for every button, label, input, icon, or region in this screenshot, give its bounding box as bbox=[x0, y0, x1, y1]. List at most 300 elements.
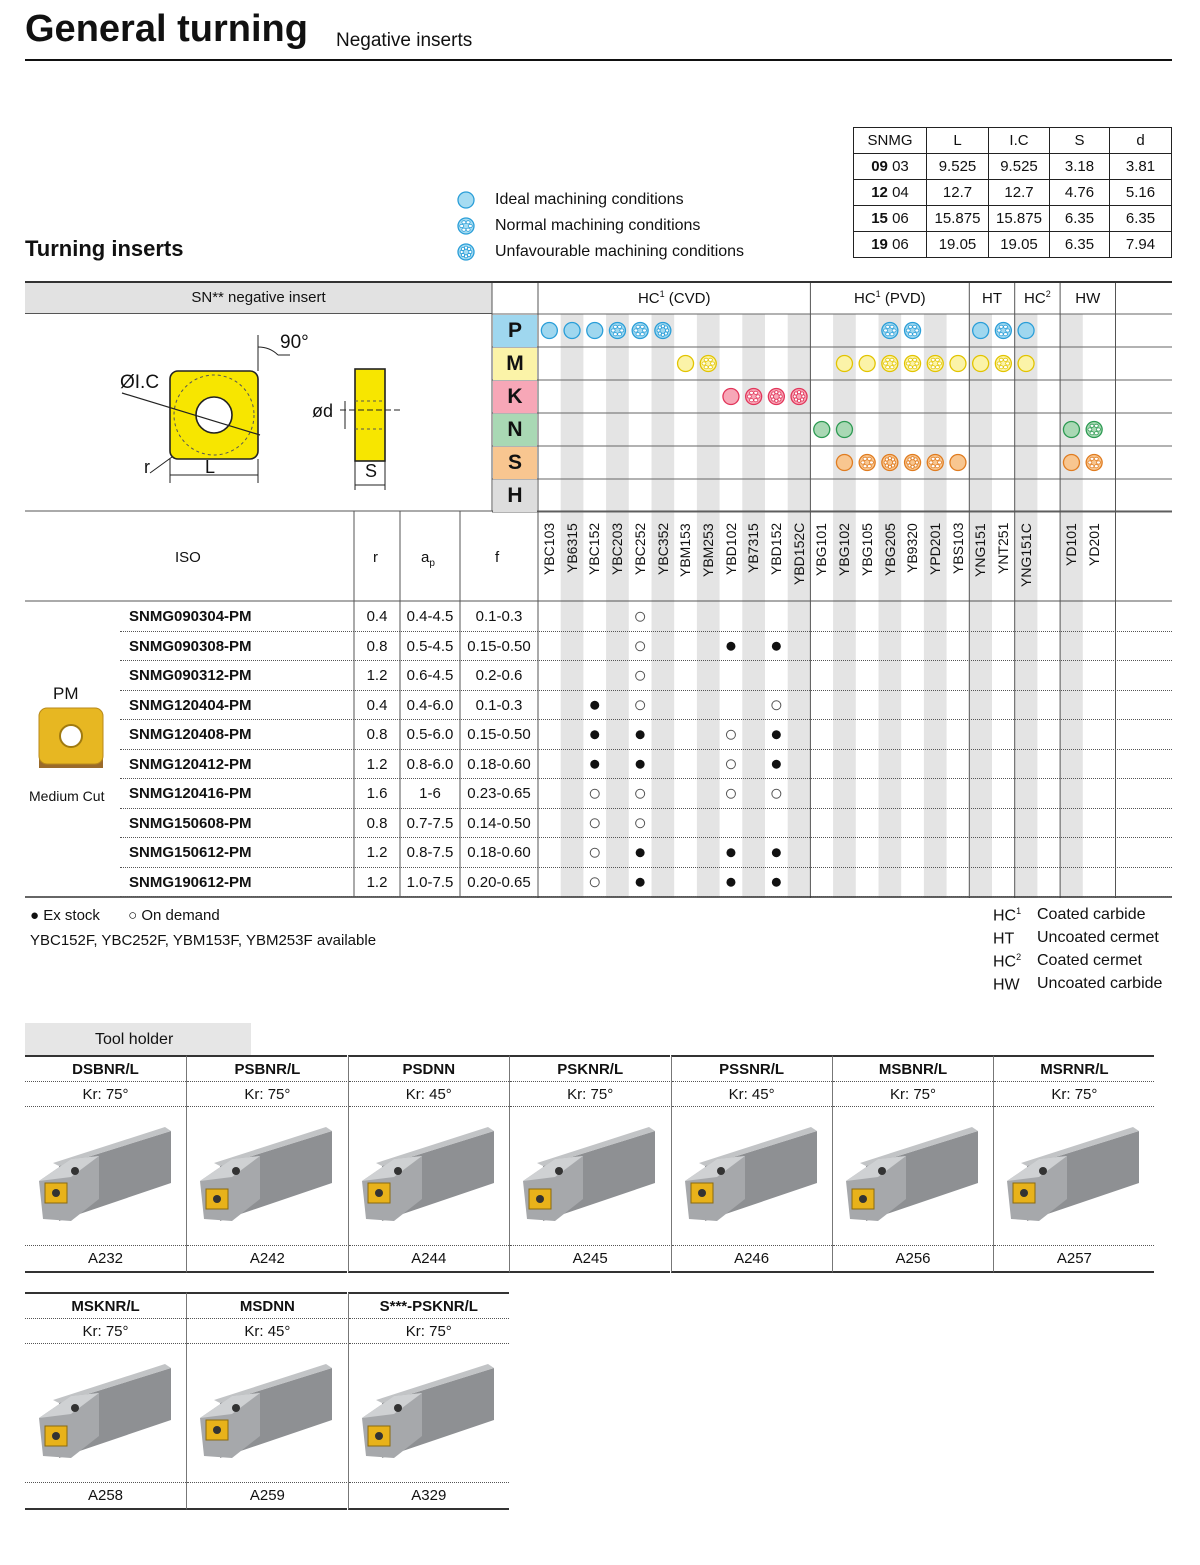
tool-holder-image bbox=[354, 1121, 504, 1231]
tool-holder-page-link[interactable]: A246 bbox=[734, 1250, 770, 1267]
tool-holder-picture bbox=[187, 1344, 347, 1483]
normal-marker bbox=[995, 323, 1011, 339]
availability-note: YBC152F, YBC252F, YBM153F, YBM253F available bbox=[30, 932, 377, 949]
grade-name: YBM253 bbox=[699, 523, 716, 577]
tool-holder-name: PSDNN bbox=[349, 1057, 509, 1082]
unfavourable-marker bbox=[768, 389, 784, 405]
unfavourable-marker bbox=[905, 455, 921, 471]
tool-holder-image bbox=[192, 1358, 342, 1468]
insert-feed: 0.18-0.60 bbox=[467, 755, 531, 773]
grade-name: YBG205 bbox=[881, 523, 898, 576]
normal-marker bbox=[905, 356, 921, 372]
ex-stock-marker bbox=[772, 848, 781, 857]
tool-holder-image bbox=[677, 1121, 827, 1231]
insert-feed: 0.15-0.50 bbox=[467, 637, 531, 655]
column-stripe bbox=[1015, 314, 1038, 898]
ex-stock-marker bbox=[726, 642, 735, 651]
tool-holder-angle: Kr: 75° bbox=[510, 1082, 670, 1107]
r-label: r bbox=[144, 457, 150, 477]
material-letter: P bbox=[493, 315, 537, 347]
ex-stock-marker bbox=[636, 848, 645, 857]
tool-holder-name: PSBNR/L bbox=[187, 1057, 347, 1082]
group-label: HC bbox=[1024, 290, 1046, 307]
on-demand-marker bbox=[636, 612, 645, 621]
ex-stock-marker bbox=[726, 878, 735, 887]
tool-holder-card[interactable] bbox=[186, 1055, 347, 1273]
tool-holder-name: MSRNR/L bbox=[994, 1057, 1154, 1082]
ideal-marker bbox=[1018, 356, 1034, 372]
ap-header bbox=[421, 549, 435, 569]
tool-holder-title: Tool holder bbox=[25, 1023, 251, 1055]
grade-name: YBG101 bbox=[813, 523, 830, 576]
row-divider bbox=[120, 749, 1172, 750]
column-stripe bbox=[969, 314, 992, 898]
tool-holder-picture bbox=[672, 1107, 832, 1246]
group-sup: 1 bbox=[875, 289, 881, 299]
on-demand-marker bbox=[772, 789, 781, 798]
normal-marker bbox=[905, 323, 921, 339]
on-demand-marker bbox=[726, 730, 735, 739]
group-label: HW bbox=[1075, 290, 1101, 307]
tool-holder-card[interactable] bbox=[186, 1292, 347, 1510]
ideal-marker bbox=[973, 356, 989, 372]
dims-header: d bbox=[1110, 128, 1172, 154]
tool-holder-page-link[interactable]: A245 bbox=[572, 1250, 608, 1267]
insert-iso-code: SNMG090308-PM bbox=[129, 637, 252, 655]
on-demand-marker bbox=[636, 701, 645, 710]
row-divider bbox=[120, 778, 1172, 779]
ap-header-sub: p bbox=[429, 558, 435, 569]
abbreviation-key bbox=[993, 975, 1037, 998]
tool-holder-image bbox=[999, 1121, 1149, 1231]
grade-name: YPD201 bbox=[926, 523, 943, 576]
normal-marker bbox=[632, 323, 648, 339]
column-stripe bbox=[561, 314, 584, 898]
page-subtitle: Negative inserts bbox=[336, 30, 473, 51]
ideal-marker bbox=[541, 323, 557, 339]
dims-code-rest: 06 bbox=[892, 210, 909, 227]
ideal-marker bbox=[836, 422, 852, 438]
dims-code-rest: 06 bbox=[892, 236, 909, 253]
insert-radius: 1.2 bbox=[366, 873, 388, 891]
abbreviation-text: Coated carbide bbox=[1037, 906, 1146, 923]
abbreviation-row bbox=[993, 929, 1162, 952]
row-divider bbox=[120, 719, 1172, 720]
tool-holder-page-link[interactable]: A244 bbox=[411, 1250, 447, 1267]
on-demand-icon: ○ bbox=[128, 907, 138, 924]
insert-radius: 1.2 bbox=[366, 844, 388, 861]
material-letter: H bbox=[493, 480, 537, 512]
tool-holder-image bbox=[354, 1358, 504, 1468]
grade-name: YBD152 bbox=[768, 523, 784, 576]
abbreviation-key bbox=[993, 929, 1037, 952]
ideal-marker bbox=[950, 356, 966, 372]
row-divider bbox=[120, 837, 1172, 838]
dims-header: SNMG bbox=[854, 128, 927, 154]
on-demand-marker bbox=[590, 848, 599, 857]
tool-holder-name: PSKNR/L bbox=[510, 1057, 670, 1082]
row-divider bbox=[120, 867, 1172, 868]
insert-iso-code: SNMG150612-PM bbox=[129, 844, 252, 861]
column-stripe bbox=[879, 314, 902, 898]
column-stripe bbox=[652, 314, 675, 898]
tool-holder-image bbox=[838, 1121, 988, 1231]
section-title: Turning inserts bbox=[25, 236, 184, 261]
ideal-marker bbox=[723, 389, 739, 405]
abbreviation-text: Uncoated carbide bbox=[1037, 975, 1163, 992]
unfavourable-marker bbox=[655, 323, 671, 339]
ex-stock-marker bbox=[772, 730, 781, 739]
row-divider bbox=[120, 690, 1172, 691]
dims-code-bold: 15 bbox=[871, 210, 888, 227]
ideal-marker bbox=[1063, 422, 1079, 438]
abbr-key-sup: 1 bbox=[1016, 906, 1022, 916]
tool-holder-angle: Kr: 75° bbox=[349, 1319, 509, 1344]
grade-name: YD101 bbox=[1063, 523, 1080, 566]
grade-name: YBD152C bbox=[790, 523, 807, 586]
dims-value: 5.16 bbox=[1110, 180, 1172, 206]
ex-stock-label: Ex stock bbox=[43, 907, 100, 924]
on-demand-marker bbox=[590, 878, 599, 887]
tool-holder-page-link[interactable]: A259 bbox=[249, 1487, 285, 1504]
tool-holder-card[interactable] bbox=[832, 1055, 993, 1273]
ex-stock-marker bbox=[590, 701, 599, 710]
tool-holder-name: MSDNN bbox=[187, 1294, 347, 1319]
on-demand-marker bbox=[636, 789, 645, 798]
grade-name: YNG151 bbox=[972, 523, 989, 577]
insert-radius: 1.6 bbox=[366, 785, 388, 802]
abbr-key-text: HC bbox=[993, 907, 1017, 925]
insert-iso-code: SNMG120404-PM bbox=[129, 696, 252, 714]
insert-depth: 0.4-6.0 bbox=[406, 696, 454, 714]
dims-value: 12.7 bbox=[989, 180, 1050, 206]
dims-value: 6.35 bbox=[1050, 206, 1110, 232]
grade-name: YBC352 bbox=[654, 523, 671, 576]
row-divider bbox=[120, 896, 1172, 897]
on-demand-marker bbox=[636, 642, 645, 651]
tool-holder-page-link[interactable]: A256 bbox=[895, 1250, 931, 1267]
dims-value: 4.76 bbox=[1050, 180, 1110, 206]
insert-depth: 0.5-6.0 bbox=[406, 726, 454, 743]
dims-value: 19.05 bbox=[989, 232, 1050, 258]
normal-marker bbox=[927, 455, 943, 471]
grade-name: YB9320 bbox=[904, 523, 921, 573]
insert-depth: 0.6-4.5 bbox=[406, 667, 454, 684]
insert-radius: 0.4 bbox=[366, 608, 388, 625]
dims-code-bold: 19 bbox=[871, 236, 888, 253]
normal-marker bbox=[746, 389, 762, 405]
dims-code-rest: 04 bbox=[892, 184, 909, 201]
ideal-marker bbox=[1018, 323, 1034, 339]
ex-stock-marker bbox=[772, 878, 781, 887]
ideal-marker bbox=[564, 323, 580, 339]
tool-holder-picture bbox=[25, 1107, 186, 1246]
grade-name: YBM153 bbox=[677, 523, 694, 577]
grade-name: YBC252 bbox=[631, 523, 648, 576]
ex-stock-marker bbox=[590, 760, 599, 769]
tool-holder-card[interactable] bbox=[25, 1055, 186, 1273]
tool-holder-image bbox=[192, 1121, 342, 1231]
insert-family-cut: Medium Cut bbox=[29, 788, 105, 804]
insert-feed: 0.23-0.65 bbox=[467, 785, 531, 802]
ex-stock-marker bbox=[772, 760, 781, 769]
iso-header: ISO bbox=[175, 549, 201, 566]
insert-iso-code: SNMG150608-PM bbox=[129, 814, 252, 832]
column-stripe bbox=[924, 314, 947, 898]
tool-holder-page-link[interactable]: A329 bbox=[411, 1487, 447, 1504]
ex-stock-marker bbox=[636, 878, 645, 887]
dims-value: 19.05 bbox=[927, 232, 989, 258]
insert-feed: 0.20-0.65 bbox=[467, 873, 531, 891]
normal-marker bbox=[1086, 455, 1102, 471]
r-header: r bbox=[373, 549, 378, 566]
ideal-marker bbox=[950, 455, 966, 471]
tool-holder-picture bbox=[187, 1107, 347, 1246]
normal-marker bbox=[1086, 422, 1102, 438]
insert-depth: 0.5-4.5 bbox=[406, 637, 454, 655]
grade-name: YBS103 bbox=[949, 523, 966, 575]
dims-value: 3.18 bbox=[1050, 154, 1110, 180]
dims-value: 6.35 bbox=[1050, 232, 1110, 258]
dims-header: L bbox=[927, 128, 989, 154]
insert-iso-code: SNMG090304-PM bbox=[129, 608, 252, 625]
grade-name: YNG151C bbox=[1017, 523, 1034, 587]
dims-code-rest: 03 bbox=[892, 158, 909, 175]
material-letter: K bbox=[493, 381, 537, 413]
abbreviation-row bbox=[993, 952, 1162, 975]
grade-name: YBC152 bbox=[586, 523, 603, 576]
insert-feed: 0.14-0.50 bbox=[467, 814, 531, 832]
ideal-marker bbox=[836, 356, 852, 372]
ic-label: ØI.C bbox=[120, 372, 160, 393]
tool-holder-image bbox=[31, 1121, 181, 1231]
tool-holder-card[interactable] bbox=[993, 1055, 1154, 1273]
tool-holder-card[interactable] bbox=[671, 1055, 832, 1273]
on-demand-marker bbox=[636, 819, 645, 828]
dims-value: 9.525 bbox=[989, 154, 1050, 180]
on-demand-label: On demand bbox=[141, 907, 220, 924]
insert-radius: 0.8 bbox=[366, 637, 388, 655]
abbr-key-text: HC bbox=[993, 953, 1017, 971]
angle-label: 90° bbox=[280, 332, 309, 353]
normal-marker bbox=[882, 323, 898, 339]
on-demand-marker bbox=[772, 701, 781, 710]
grade-name: YB6315 bbox=[563, 523, 580, 573]
insert-header: SN** negative insert bbox=[191, 289, 326, 306]
insert-feed: 0.2-0.6 bbox=[475, 667, 523, 684]
page-title: General turning bbox=[25, 8, 308, 50]
insert-iso-code: SNMG120416-PM bbox=[129, 785, 252, 802]
tool-holder-angle: Kr: 45° bbox=[349, 1082, 509, 1107]
row-divider bbox=[120, 660, 1172, 661]
group-sup: 2 bbox=[1045, 289, 1051, 299]
grade-name: YBD102 bbox=[722, 523, 739, 576]
abbreviation-key bbox=[993, 952, 1037, 975]
abbreviation-text: Uncoated cermet bbox=[1037, 929, 1159, 946]
insert-depth: 0.8-7.5 bbox=[406, 844, 454, 861]
grade-name: YBG105 bbox=[858, 523, 875, 576]
ex-stock-marker bbox=[636, 760, 645, 769]
tool-holder-page-link[interactable]: A257 bbox=[1056, 1250, 1092, 1267]
legend-unfavourable: Unfavourable machining conditions bbox=[495, 243, 745, 260]
tool-holder-card[interactable] bbox=[509, 1055, 670, 1273]
tool-holder-card[interactable] bbox=[348, 1055, 509, 1273]
insert-radius: 0.8 bbox=[366, 814, 388, 832]
dims-header: S bbox=[1050, 128, 1110, 154]
insert-radius: 1.2 bbox=[366, 667, 388, 684]
ap-header-main: a bbox=[421, 549, 430, 566]
ex-stock-icon: ● bbox=[30, 907, 40, 924]
insert-depth: 1-6 bbox=[419, 785, 441, 802]
insert-feed: 0.1-0.3 bbox=[475, 608, 523, 625]
ideal-marker bbox=[678, 356, 694, 372]
tool-holder-name: S***-PSKNR/L bbox=[349, 1294, 509, 1319]
grade-name: YBC103 bbox=[541, 523, 557, 576]
column-stripe bbox=[606, 314, 629, 898]
tool-holder-picture bbox=[994, 1107, 1154, 1246]
abbr-key-text: HW bbox=[993, 976, 1020, 994]
material-letter: N bbox=[493, 414, 537, 446]
dims-value: 7.94 bbox=[1110, 232, 1172, 258]
material-letter: S bbox=[493, 447, 537, 479]
ex-stock-marker bbox=[726, 848, 735, 857]
insert-depth: 0.8-6.0 bbox=[406, 755, 454, 773]
tool-holder-page-link[interactable]: A258 bbox=[87, 1487, 124, 1504]
dims-code-bold: 12 bbox=[871, 184, 888, 201]
tool-holder-angle: Kr: 45° bbox=[672, 1082, 832, 1107]
insert-iso-code: SNMG090312-PM bbox=[129, 667, 252, 684]
tool-holder-angle: Kr: 75° bbox=[833, 1082, 993, 1107]
dims-header: I.C bbox=[989, 128, 1050, 154]
legend-ideal: Ideal machining conditions bbox=[495, 191, 684, 208]
ideal-marker bbox=[814, 422, 830, 438]
group-label: HC bbox=[853, 290, 876, 307]
insert-iso-code: SNMG120408-PM bbox=[129, 726, 252, 743]
on-demand-marker bbox=[726, 760, 735, 769]
tool-holder-card[interactable] bbox=[348, 1292, 509, 1510]
unfavourable-marker bbox=[791, 389, 807, 405]
on-demand-marker bbox=[590, 819, 599, 828]
dims-value: 9.525 bbox=[927, 154, 989, 180]
tool-holder-angle: Kr: 75° bbox=[994, 1082, 1154, 1107]
ideal-marker bbox=[836, 455, 852, 471]
normal-marker bbox=[700, 356, 716, 372]
abbreviation-row bbox=[993, 975, 1162, 998]
normal-marker bbox=[927, 356, 943, 372]
tool-holder-angle: Kr: 75° bbox=[25, 1319, 186, 1344]
tool-holder-picture bbox=[833, 1107, 993, 1246]
insert-depth: 0.4-4.5 bbox=[406, 608, 454, 625]
group-label: HC bbox=[637, 290, 660, 307]
group-sup: 1 bbox=[659, 289, 665, 299]
grade-name: YB7315 bbox=[745, 523, 762, 573]
tool-holder-picture bbox=[510, 1107, 670, 1246]
tool-holder-name: DSBNR/L bbox=[25, 1057, 186, 1082]
abbreviation-text: Coated cermet bbox=[1037, 952, 1142, 969]
on-demand-marker bbox=[636, 671, 645, 680]
dims-value: 6.35 bbox=[1110, 206, 1172, 232]
group-label: HT bbox=[981, 290, 1002, 307]
grade-name: YD201 bbox=[1085, 523, 1102, 566]
insert-photo-icon bbox=[37, 706, 105, 778]
tool-holder-name: MSBNR/L bbox=[833, 1057, 993, 1082]
dims-value: 15.875 bbox=[989, 206, 1050, 232]
grade-name: YNT251 bbox=[995, 523, 1011, 575]
abbreviation-key bbox=[993, 906, 1037, 929]
group-suffix: (PVD) bbox=[880, 290, 926, 307]
ideal-marker bbox=[973, 323, 989, 339]
tool-holder-angle: Kr: 75° bbox=[25, 1082, 186, 1107]
ex-stock-marker bbox=[590, 730, 599, 739]
dims-value: 15.875 bbox=[927, 206, 989, 232]
insert-iso-code: SNMG190612-PM bbox=[129, 873, 252, 891]
s-label: S bbox=[365, 461, 378, 481]
tool-holder-image bbox=[31, 1358, 181, 1468]
tool-holder-page-link[interactable]: A242 bbox=[249, 1250, 285, 1267]
tool-holder-card[interactable] bbox=[25, 1292, 186, 1510]
grade-name: YBC203 bbox=[609, 523, 626, 576]
group-suffix: (CVD) bbox=[664, 290, 711, 307]
unfavourable-marker bbox=[882, 455, 898, 471]
row-divider bbox=[120, 631, 1172, 632]
insert-iso-code: SNMG120412-PM bbox=[129, 755, 252, 773]
insert-feed: 0.15-0.50 bbox=[467, 726, 531, 743]
normal-marker bbox=[995, 356, 1011, 372]
ideal-marker bbox=[859, 356, 875, 372]
abbr-key-text: HT bbox=[993, 930, 1015, 948]
tool-holder-picture bbox=[349, 1344, 509, 1483]
on-demand-marker bbox=[726, 789, 735, 798]
tool-holder-name: PSSNR/L bbox=[672, 1057, 832, 1082]
dims-value: 3.81 bbox=[1110, 154, 1172, 180]
column-stripe bbox=[1060, 314, 1083, 898]
insert-family-code: PM bbox=[53, 684, 79, 703]
d-label: ød bbox=[312, 401, 334, 421]
dims-value: 12.7 bbox=[927, 180, 989, 206]
insert-depth: 1.0-7.5 bbox=[406, 873, 454, 891]
f-header: f bbox=[495, 549, 500, 566]
l-label: L bbox=[205, 457, 216, 477]
ideal-marker bbox=[1063, 455, 1079, 471]
stock-legend bbox=[30, 907, 220, 924]
material-letter: M bbox=[493, 348, 537, 380]
insert-feed: 0.18-0.60 bbox=[467, 844, 531, 861]
normal-marker bbox=[609, 323, 625, 339]
tool-holder-angle: Kr: 45° bbox=[187, 1319, 347, 1344]
legend-normal: Normal machining conditions bbox=[495, 217, 701, 234]
tool-holder-picture bbox=[349, 1107, 509, 1246]
normal-marker bbox=[882, 356, 898, 372]
normal-marker bbox=[859, 455, 875, 471]
dims-code-bold: 09 bbox=[871, 158, 888, 175]
tool-holder-page-link[interactable]: A232 bbox=[87, 1250, 124, 1267]
column-stripe bbox=[833, 314, 856, 898]
tool-holder-image bbox=[515, 1121, 665, 1231]
row-divider bbox=[120, 808, 1172, 809]
insert-radius: 1.2 bbox=[366, 755, 388, 773]
tool-holder-picture bbox=[25, 1344, 186, 1483]
abbr-key-sup: 2 bbox=[1016, 952, 1022, 962]
on-demand-marker bbox=[590, 789, 599, 798]
ideal-marker bbox=[587, 323, 603, 339]
column-stripe bbox=[697, 314, 720, 898]
abbreviation-list bbox=[993, 906, 1162, 998]
insert-depth: 0.7-7.5 bbox=[406, 814, 454, 832]
insert-radius: 0.8 bbox=[366, 726, 388, 743]
tool-holder-angle: Kr: 75° bbox=[187, 1082, 347, 1107]
insert-feed: 0.1-0.3 bbox=[475, 696, 523, 714]
ex-stock-marker bbox=[636, 730, 645, 739]
